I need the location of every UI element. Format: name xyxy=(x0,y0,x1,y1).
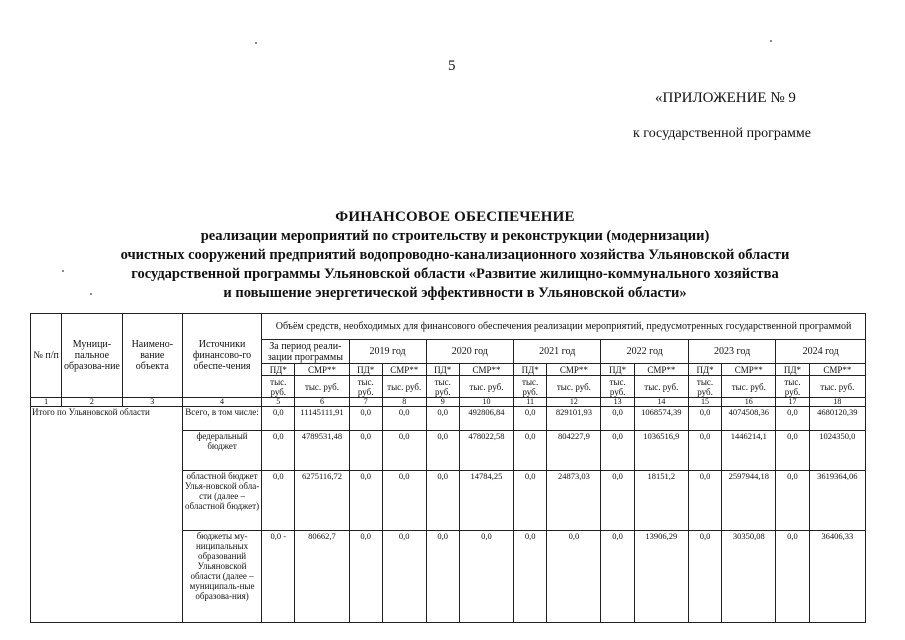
funding-value: 36406,33 xyxy=(809,531,865,623)
header-unit: тыс. руб. xyxy=(634,376,688,398)
table-row xyxy=(31,407,866,431)
funding-value: 0,0 xyxy=(688,531,721,623)
title-line-2: реализации мероприятий по строительству и реконструкции (модернизации) xyxy=(200,228,710,244)
funding-value: 0,0 xyxy=(426,471,459,531)
funding-value: 0,0 xyxy=(688,471,721,531)
funding-value: 3619364,06 xyxy=(809,471,865,531)
header-smr: СМР** xyxy=(382,364,426,376)
header-period-total: За период реали-зации программы xyxy=(262,340,349,364)
funding-value: 0,0 xyxy=(382,407,426,431)
column-number: 8 xyxy=(382,398,426,407)
header-period-2021: 2021 год xyxy=(514,340,601,364)
header-smr: СМР** xyxy=(547,364,601,376)
title-line-1: ФИНАНСОВОЕ ОБЕСПЕЧЕНИЕ xyxy=(335,209,575,225)
funding-value: 0,0 xyxy=(459,531,513,623)
header-unit: тыс. руб. xyxy=(601,376,634,398)
header-pd: ПД* xyxy=(601,364,634,376)
header-period-2023: 2023 год xyxy=(688,340,775,364)
funding-value: 829101,93 xyxy=(547,407,601,431)
header-smr: СМР** xyxy=(459,364,513,376)
column-number: 5 xyxy=(262,398,295,407)
column-number: 7 xyxy=(349,398,382,407)
header-num: № п/п xyxy=(31,314,62,398)
funding-value: 30350,08 xyxy=(722,531,776,623)
header-unit: тыс. руб. xyxy=(688,376,721,398)
funding-value: 492806,84 xyxy=(459,407,513,431)
header-unit: тыс. руб. xyxy=(262,376,295,398)
funding-value: 11145111,91 xyxy=(295,407,349,431)
funding-value: 80662,7 xyxy=(295,531,349,623)
header-pd: ПД* xyxy=(776,364,809,376)
funding-value: 0,0 xyxy=(262,431,295,471)
header-unit: тыс. руб. xyxy=(426,376,459,398)
column-number: 18 xyxy=(809,398,865,407)
header-unit: тыс. руб. xyxy=(547,376,601,398)
header-smr: СМР** xyxy=(722,364,776,376)
column-number: 13 xyxy=(601,398,634,407)
column-number: 11 xyxy=(514,398,547,407)
column-number: 14 xyxy=(634,398,688,407)
header-pd: ПД* xyxy=(262,364,295,376)
funding-source: бюджеты му-ниципальных образований Ульяновской области (далее – муниципаль-ные образова-ния) xyxy=(182,531,261,623)
header-period-2022: 2022 год xyxy=(601,340,688,364)
funding-value: 4789531,48 xyxy=(295,431,349,471)
funding-table xyxy=(30,313,866,623)
funding-value: 0,0 xyxy=(262,407,295,431)
funding-value: 0,0 xyxy=(601,431,634,471)
funding-value: 0,0 xyxy=(776,531,809,623)
header-pd: ПД* xyxy=(688,364,721,376)
funding-value: 0,0 - xyxy=(262,531,295,623)
column-number: 10 xyxy=(459,398,513,407)
funding-value: 18151,2 xyxy=(634,471,688,531)
title-line-4: государственной программы Ульяновской области «Развитие жилищно-коммунального хозяйства xyxy=(131,266,779,282)
column-number: 16 xyxy=(722,398,776,407)
funding-value: 1068574,39 xyxy=(634,407,688,431)
funding-source: Всего, в том числе: xyxy=(182,407,261,431)
funding-value: 0,0 xyxy=(349,407,382,431)
funding-value: 0,0 xyxy=(601,531,634,623)
document-title xyxy=(60,208,850,303)
header-period-2024: 2024 год xyxy=(776,340,866,364)
header-period-2019: 2019 год xyxy=(349,340,426,364)
header-pd: ПД* xyxy=(349,364,382,376)
funding-value: 0,0 xyxy=(382,431,426,471)
column-number: 17 xyxy=(776,398,809,407)
column-number: 4 xyxy=(182,398,261,407)
funding-value: 4074508,36 xyxy=(722,407,776,431)
funding-value: 0,0 xyxy=(688,407,721,431)
title-line-3: очистных сооружений предприятий водопроводно-канализационного хозяйства Ульяновской области xyxy=(120,247,790,263)
funding-value: 1036516,9 xyxy=(634,431,688,471)
header-unit: тыс. руб. xyxy=(514,376,547,398)
header-unit: тыс. руб. xyxy=(349,376,382,398)
column-number: 6 xyxy=(295,398,349,407)
header-pd: ПД* xyxy=(514,364,547,376)
header-unit: тыс. руб. xyxy=(459,376,513,398)
page-number: 5 xyxy=(448,58,456,74)
funding-value: 0,0 xyxy=(426,531,459,623)
column-number: 3 xyxy=(122,398,182,407)
column-number: 15 xyxy=(688,398,721,407)
funding-value: 0,0 xyxy=(601,407,634,431)
column-number: 12 xyxy=(547,398,601,407)
header-unit: тыс. руб. xyxy=(382,376,426,398)
funding-value: 13906,29 xyxy=(634,531,688,623)
funding-value: 0,0 xyxy=(382,471,426,531)
title-line-5: и повышение энергетической эффективности в Ульяновской области» xyxy=(223,285,687,301)
funding-value: 0,0 xyxy=(349,431,382,471)
header-unit: тыс. руб. xyxy=(295,376,349,398)
funding-value: 1446214,1 xyxy=(722,431,776,471)
funding-value: 0,0 xyxy=(776,407,809,431)
funding-value: 0,0 xyxy=(688,431,721,471)
header-smr: СМР** xyxy=(295,364,349,376)
column-number: 9 xyxy=(426,398,459,407)
funding-source: областной бюджет Улья-новской обла-сти (далее – областной бюджет) xyxy=(182,471,261,531)
header-sources: Источники финансово-го обеспе-чения xyxy=(182,314,261,398)
header-smr: СМР** xyxy=(809,364,865,376)
funding-value: 0,0 xyxy=(601,471,634,531)
funding-value: 4680120,39 xyxy=(809,407,865,431)
column-number: 1 xyxy=(31,398,62,407)
funding-value: 0,0 xyxy=(514,431,547,471)
funding-value: 0,0 xyxy=(776,431,809,471)
header-period-2020: 2020 год xyxy=(426,340,513,364)
funding-value: 6275116,72 xyxy=(295,471,349,531)
total-label: Итого по Ульяновской области xyxy=(31,407,183,623)
program-reference: к государственной программе xyxy=(633,126,811,141)
funding-value: 1024350,0 xyxy=(809,431,865,471)
header-unit: тыс. руб. xyxy=(776,376,809,398)
funding-value: 0,0 xyxy=(776,471,809,531)
header-unit: тыс. руб. xyxy=(809,376,865,398)
funding-value: 0,0 xyxy=(426,431,459,471)
funding-value: 0,0 xyxy=(426,407,459,431)
funding-value: 478022,58 xyxy=(459,431,513,471)
header-smr: СМР** xyxy=(634,364,688,376)
header-municipality: Муници-пальное образова-ние xyxy=(62,314,122,398)
header-unit: тыс. руб. xyxy=(722,376,776,398)
column-number: 2 xyxy=(62,398,122,407)
appendix-label: «ПРИЛОЖЕНИЕ № 9 xyxy=(655,90,796,106)
funding-source: федеральный бюджет xyxy=(182,431,261,471)
funding-value: 0,0 xyxy=(514,471,547,531)
funding-value: 2597944,18 xyxy=(722,471,776,531)
column-numbers-row xyxy=(31,398,866,407)
funding-value: 24873,03 xyxy=(547,471,601,531)
funding-value: 0,0 xyxy=(262,471,295,531)
header-pd: ПД* xyxy=(426,364,459,376)
funding-value: 14784,25 xyxy=(459,471,513,531)
funding-value: 0,0 xyxy=(349,531,382,623)
funding-value: 0,0 xyxy=(514,407,547,431)
header-object: Наимено-вание объекта xyxy=(122,314,182,398)
funding-value: 0,0 xyxy=(349,471,382,531)
funding-value: 804227,9 xyxy=(547,431,601,471)
funding-value: 0,0 xyxy=(547,531,601,623)
funding-value: 0,0 xyxy=(514,531,547,623)
header-funding-group: Объём средств, необходимых для финансового обеспечения реализации мероприятий, предусмотренных государственной программой xyxy=(262,314,866,340)
funding-value: 0,0 xyxy=(382,531,426,623)
